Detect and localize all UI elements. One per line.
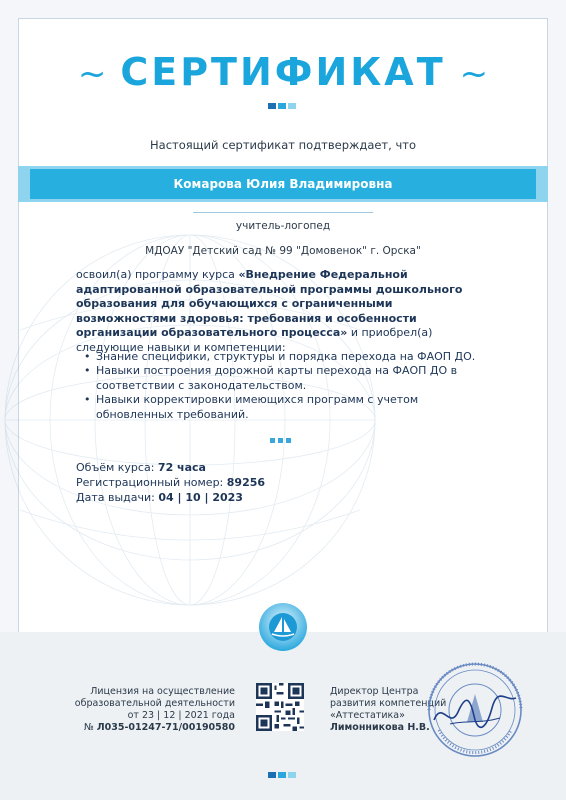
course-volume: Объём курса: 72 часа bbox=[76, 461, 206, 474]
list-item: • Навыки построения дорожной карты перехода на ФАОП ДО в соответствии с законодательством. bbox=[82, 364, 496, 393]
divider bbox=[193, 212, 373, 213]
list-item: • Знание специфики, структуры и порядка перехода на ФАОП ДО. bbox=[82, 350, 496, 364]
title-text: СЕРТИФИКАТ bbox=[120, 50, 446, 94]
certificate-title bbox=[0, 50, 566, 94]
sailboat-emblem-icon bbox=[258, 602, 308, 652]
dots-decor bbox=[270, 438, 291, 443]
director-name: Лимонникова Н.В. bbox=[330, 722, 430, 733]
course-prefix: освоил(а) программу курса bbox=[76, 268, 235, 281]
issue-date: Дата выдачи: 04 | 10 | 2023 bbox=[76, 491, 243, 504]
handwritten-signature bbox=[430, 690, 520, 736]
course-name: «Внедрение Федеральной адаптированной образовательной программы дошкольного образования для обучающихся с ограниченными возможностями здоровья: требования и особенности организации образовательного процесса» bbox=[76, 268, 463, 340]
qr-code-icon[interactable] bbox=[256, 683, 304, 731]
license-number: Л035-01247-71/00190580 bbox=[96, 722, 235, 733]
skills-list bbox=[82, 350, 496, 422]
footer-squares-decor bbox=[268, 772, 298, 778]
director-info: Директор Центра развития компетенций «Аттестатика» Лимонникова Н.В. bbox=[330, 686, 447, 733]
license-info: Лицензия на осуществление образовательной деятельности от 23 | 12 | 2021 года № Л035-01247-71/00190580 bbox=[74, 686, 235, 733]
list-item: • Навыки корректировки имеющихся программ с учетом обновленных требований. bbox=[82, 393, 496, 422]
title-decor-left: ~ bbox=[77, 54, 107, 94]
course-description bbox=[76, 268, 496, 356]
recipient-name: Комарова Юлия Владимировна bbox=[173, 177, 393, 191]
recipient-position: учитель-логопед bbox=[235, 220, 331, 232]
certificate-subtitle: Настоящий сертификат подтверждает, что bbox=[150, 138, 416, 152]
certificate-details bbox=[76, 460, 265, 505]
title-decor-right: ~ bbox=[459, 54, 489, 94]
recipient-organization: МДОАУ "Детский сад № 99 "Домовенок" г. Орска" bbox=[145, 245, 421, 257]
title-squares-decor bbox=[268, 103, 298, 109]
registration-number: Регистрационный номер: 89256 bbox=[76, 476, 266, 489]
course-suffix: и приобрел(а) следующие навыки и компетенции: bbox=[76, 326, 433, 354]
